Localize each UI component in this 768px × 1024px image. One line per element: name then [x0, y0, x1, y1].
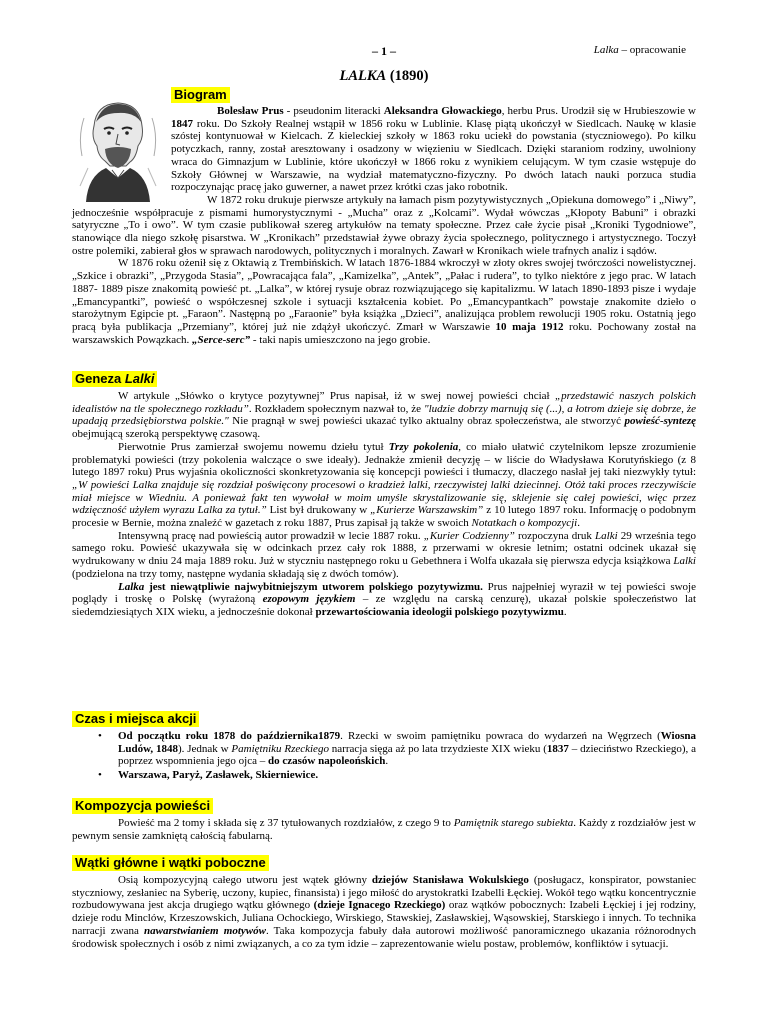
text-run: - taki napis umieszczono na jego grobie.	[250, 333, 431, 346]
running-header	[594, 44, 686, 56]
running-header-rest: – opracowanie	[618, 44, 686, 56]
section-kompozycja	[72, 797, 696, 842]
text-run: narracja sięga aż po lata trzydzieste XIX wieku (	[328, 742, 547, 755]
text-run: powieść-syntezę	[624, 415, 696, 428]
text-run: jest niewątpliwie najwybitniejszym utworem polskiego pozytywizmu.	[144, 580, 483, 593]
biogram-paragraph-1	[171, 105, 696, 194]
text-run: .	[577, 517, 580, 530]
text-run: W 1876 roku ożenił się z Oktawią z Trembińskich. W latach 1876-1884 wkroczył w złoty okres swojej twórczości nowelistycznej. „Szkice i obrazki”, „Przygoda Stasia”, „Powracająca fala”, „Kamizelka”, „Antek”, „Pałac i rudera”, to tylko niektóre z jego prac. W latach 1887- 1889 pisze znakomitą powieść pt. „Lalka”, w której rysuje obraz rozwiązującego się kapitalizmu. W latach 1890-1893 pisze i wydaje „Emancypantki”, powieść o współczesnej szkole i sytuacji kształcenia kobiet. Po „Emancypantkach” powstaje znakomite dzieło o starożytnym Egipcie pt. „Faraon”. Następną po „Faraonie” była książka „Dzieci”, analizująca problem rewolucji 1905 roku. Ostatnią jego pracą była publikacja „Przemiany”, której już nie zdążył ukończyć. Zmarł w Warszawie	[72, 257, 696, 333]
text-run: 29 września tego samego roku. Powieść ukazywała się w odcinkach przez cały rok 1888, z przerwami w okresie letnim; ostatni odcinek ukazał się wydrukowany w dniu 24 maja 1889 roku. Już w styczniu następnego roku u Gebethnera i Wolfa ukazała się pierwsza edycja książkowa	[72, 529, 697, 568]
text-run: „W powieści Lalka znajduje się rozdział poświęcony procesowi o kradzież lalki, rzeczywistej lalki dziecinnej. Otóż taki proces rzeczywiście miał miejsce w Wiedniu. A ponieważ fakt ten wywołał w moim umyśle skrystalizowanie się, sklejenie się całej powieści, więc przez wdzięczność użyłem wyrazu Lalka za tytuł.”	[72, 478, 696, 517]
running-header-title: Lalka	[593, 44, 619, 56]
document-title	[0, 68, 768, 85]
watki-paragraph-1	[72, 874, 696, 950]
title-year: (1890)	[386, 68, 429, 84]
text-run: nawarstwianiem motywów	[144, 924, 266, 937]
text-run: „przedstawić naszych polskich idealistów na tle społecznego rozkładu”	[72, 390, 696, 415]
text-run: , herbu Prus. Urodził się w Hrubieszowie w	[501, 105, 696, 117]
text-run: Lalki	[595, 529, 618, 542]
text-run: przewartościowania ideologii polskiego pozytywizmu	[315, 605, 564, 618]
section-czas	[72, 710, 696, 782]
text-run: do czasów napoleońskich	[267, 755, 386, 768]
text-run: Prus najpełniej wyraził w tej powieści swoje poglądy i troskę o Polskę (wyrażoną	[72, 580, 696, 606]
heading-geneza-italic: Lalki	[124, 371, 155, 386]
text-run: Wiosna Ludów, 1848	[118, 730, 696, 755]
text-run: ). Jednak w	[178, 742, 232, 755]
bullet-icon: •	[98, 730, 102, 742]
text-run: Lalka	[118, 580, 145, 593]
biogram-paragraph-3	[72, 257, 696, 346]
text-run: . Każdy z rozdziałów jest w pewnym sensie zamkniętą całością fabularną.	[72, 817, 696, 842]
text-run: oraz wątków pobocznych: Izabeli Łęckiej i jej rodziny, dzieje rodu Minclów, Krzeszowskich, Juliana Ochockiego, Wirskiego, Stawskiej, Zasławskiej, Wąsowskiej, Starskiego i innych. To technika narracji zwana	[72, 899, 696, 937]
text-run: . Rzecki w swoim pamiętniku powraca do wydarzeń na Węgrzech (	[340, 730, 661, 742]
text-run: Intensywną pracę nad powieścią autor prowadził w lecie 1887 roku.	[118, 529, 424, 542]
text-run: Pamiętniku Rzeckiego	[231, 742, 329, 755]
text-run: Nie pragnął w swej powieści ukazać tylko aktualny obraz społeczeństwa, ale stworzyć	[228, 415, 625, 428]
text-run: – dzieciństwo Rzeckiego), a poprzez wspomnienia jego ojca –	[118, 742, 696, 768]
list-item	[72, 769, 696, 782]
text-run: Aleksandra Głowackiego	[383, 105, 502, 117]
text-run: Trzy pokolenia	[388, 440, 459, 453]
text-run: Od początku roku 1878 do października1879	[118, 730, 341, 742]
text-run: obejmującą szeroką perspektywę czasową.	[72, 428, 261, 441]
heading-watki: Wątki główne i wątki poboczne	[72, 855, 269, 871]
heading-biogram: Biogram	[171, 87, 230, 103]
geneza-paragraph-2	[72, 441, 696, 530]
text-run: „Kurierze Warszawskim”	[370, 504, 484, 517]
text-run: . Rozkładem społecznym nazwał to, że	[248, 402, 424, 415]
section-geneza	[72, 370, 696, 619]
heading-kompozycja: Kompozycja powieści	[72, 798, 213, 814]
text-run: .	[385, 755, 389, 768]
heading-geneza	[72, 371, 157, 387]
text-run: , co miało ułatwić czytelnikom lepsze zrozumienie problematyki powieści (trzy pokolenia walczące o swe ideały). Jednakże zmienił decyzję – w liście do Władysława Korutyńskiego (z 8 lutego 1897 roku) Prus wyjaśnia okoliczności skonkretyzowania się koncepcji powieści i tłumaczy, dlaczego nasłał jej taki niezwykły tytuł:	[72, 440, 696, 479]
czas-item-1	[118, 730, 696, 767]
kompozycja-paragraph-1	[72, 817, 696, 842]
biogram-paragraph-2	[72, 194, 696, 258]
text-run: .	[563, 605, 567, 618]
text-run: – ze względu na carską cenzurę), ukazał polskie społeczeństwo lat siedemdziesiątych XIX wieku, a jednocześnie dokonał	[72, 593, 696, 618]
text-run: Osią kompozycyjną całego utworu jest wątek główny	[118, 874, 372, 886]
text-run: Bolesław Prus	[217, 105, 284, 117]
czas-list	[72, 730, 696, 782]
page-number: – 1 –	[372, 44, 396, 58]
text-run: roku. Do Szkoły Realnej wstąpił w 1856 roku w Lublinie. Klasę piątą ukończył w Siedlcach. Naukę w klasie szóstej kontynuował w Kielcach. Z kieleckiej szkoły w 1863 roku uciekł do powstania (styczniowego). Po kilku potyczkach, ranny, został aresztowany i osadzony w więzieniu w Siedlcach. Dzięki staraniom rodziny, uwolniony wraca do Gimnazjum w Lublinie, które ukończył w 1866 roku z wynikiem celującym. W tym czasie wstępuje do Szkoły Głównej w Warszawie, na wydział matematyczno-fizyczny. Po dwóch latach nauki porzuca studia rozpoczynając pracę jako guwerner, a nawet przez krótki czas jako robotnik.	[171, 117, 696, 194]
text-run: - pseudonim literacki	[283, 105, 384, 117]
text-run: z 10 lutego 1897 roku. Informację o podobnym procesie w Bernie, można znaleźć w gazetach z roku 1887, Prus zapisał ją także w swoich	[72, 504, 696, 530]
geneza-paragraph-1	[72, 390, 696, 441]
geneza-paragraph-4	[72, 581, 696, 619]
text-run: Pierwotnie Prus zamierzał swojemu nowemu dziełu tytuł	[118, 440, 389, 453]
section-biogram	[72, 86, 696, 346]
text-run: „Kurier Codzienny”	[423, 529, 515, 542]
text-run: W artykule „Słówko o krytyce pozytywnej” Prus napisał, iż w swej nowej powieści chciał	[118, 390, 555, 402]
text-run: Powieść ma 2 tomy i składa się z 37 tytułowanych rozdziałów, z czego 9 to	[118, 817, 454, 829]
text-run: dziejów Stanisława Wokulskiego	[371, 874, 529, 886]
text-run: rozpoczyna druk	[514, 529, 596, 542]
text-run: ezopowym językiem	[262, 593, 356, 606]
text-run: (podzielona na trzy tomy, następne wydania składają się z dwóch tomów).	[72, 567, 399, 580]
text-run: roku. Pochowany został na warszawskich Powązkach.	[72, 320, 697, 346]
title-name: LALKA	[339, 68, 387, 84]
text-run: 10 maja 1912	[495, 320, 564, 333]
text-run: 1847	[171, 117, 193, 130]
text-run: List był drukowany w	[266, 504, 371, 517]
text-run: Pamiętnik starego subiekta	[453, 817, 574, 829]
text-run: Lalki	[673, 555, 696, 568]
heading-czas: Czas i miejsca akcji	[72, 711, 199, 727]
text-run: „Serce-serc”	[192, 333, 251, 346]
heading-geneza-text: Geneza	[75, 371, 125, 386]
geneza-paragraph-3	[72, 530, 696, 581]
text-run: "ludzie dobrzy marnują się (...), a łotrom dzieje się dobrze, że upadają przedsiębiorstwa polskie."	[72, 402, 697, 428]
czas-item-2	[118, 769, 318, 781]
bullet-icon: •	[98, 769, 102, 782]
text-run: Warszawa, Paryż, Zasławek, Skierniewice.	[118, 769, 319, 782]
text-run: 1837	[546, 742, 569, 755]
text-run: Notatkach o kompozycji	[471, 517, 578, 530]
text-run: . Taka kompozycja fabuły dała autorowi możliwość panoramicznego ukazania różnorodnych środowisk społecznych i osób z nimi związanych, a co za tym idzie – zaprezentowanie wielu postaw, problemów, konfliktów i sytuacji.	[72, 924, 696, 950]
list-item	[72, 730, 696, 768]
text-run: W 1872 roku drukuje pierwsze artykuły na łamach pism pozytywistycznych „Opiekuna domowego” i „Niwy”, jednocześnie współpracuje z pismami humorystycznymi - „Mucha” oraz z „Kolcami”. Wydał wówczas „Kłopoty Babuni” i obrazki satyryczne „To i owo”. W tym czasie publikował szereg artykułów na tematy społeczne. Przez całe życie pisał „Kroniki Tygodniowe”, stanowiące dla niego szkołę pisarstwa. W „Kronikach” przedstawiał żywe obrazy życia społecznego, politycznego i artystycznego. Toczył ostre polemiki, zabierał głos w sprawach narodowych, politycznych i moralnych. Zawarł w Kronikach wiele trafnych analiz i sądów.	[72, 193, 696, 257]
text-run: (posługacz, konspirator, powstaniec styczniowy, zesłaniec na Syberię, uczony, kupiec, finansista) i jego miłość do arystokratki Izabelli Łęckiej. Wokół tego wątku koncentrycznie rozbudowywana jest akcja drugiego wątku głównego	[72, 874, 696, 912]
text-run: (dzieje Ignacego Rzeckiego)	[313, 899, 446, 912]
section-watki	[72, 854, 696, 950]
